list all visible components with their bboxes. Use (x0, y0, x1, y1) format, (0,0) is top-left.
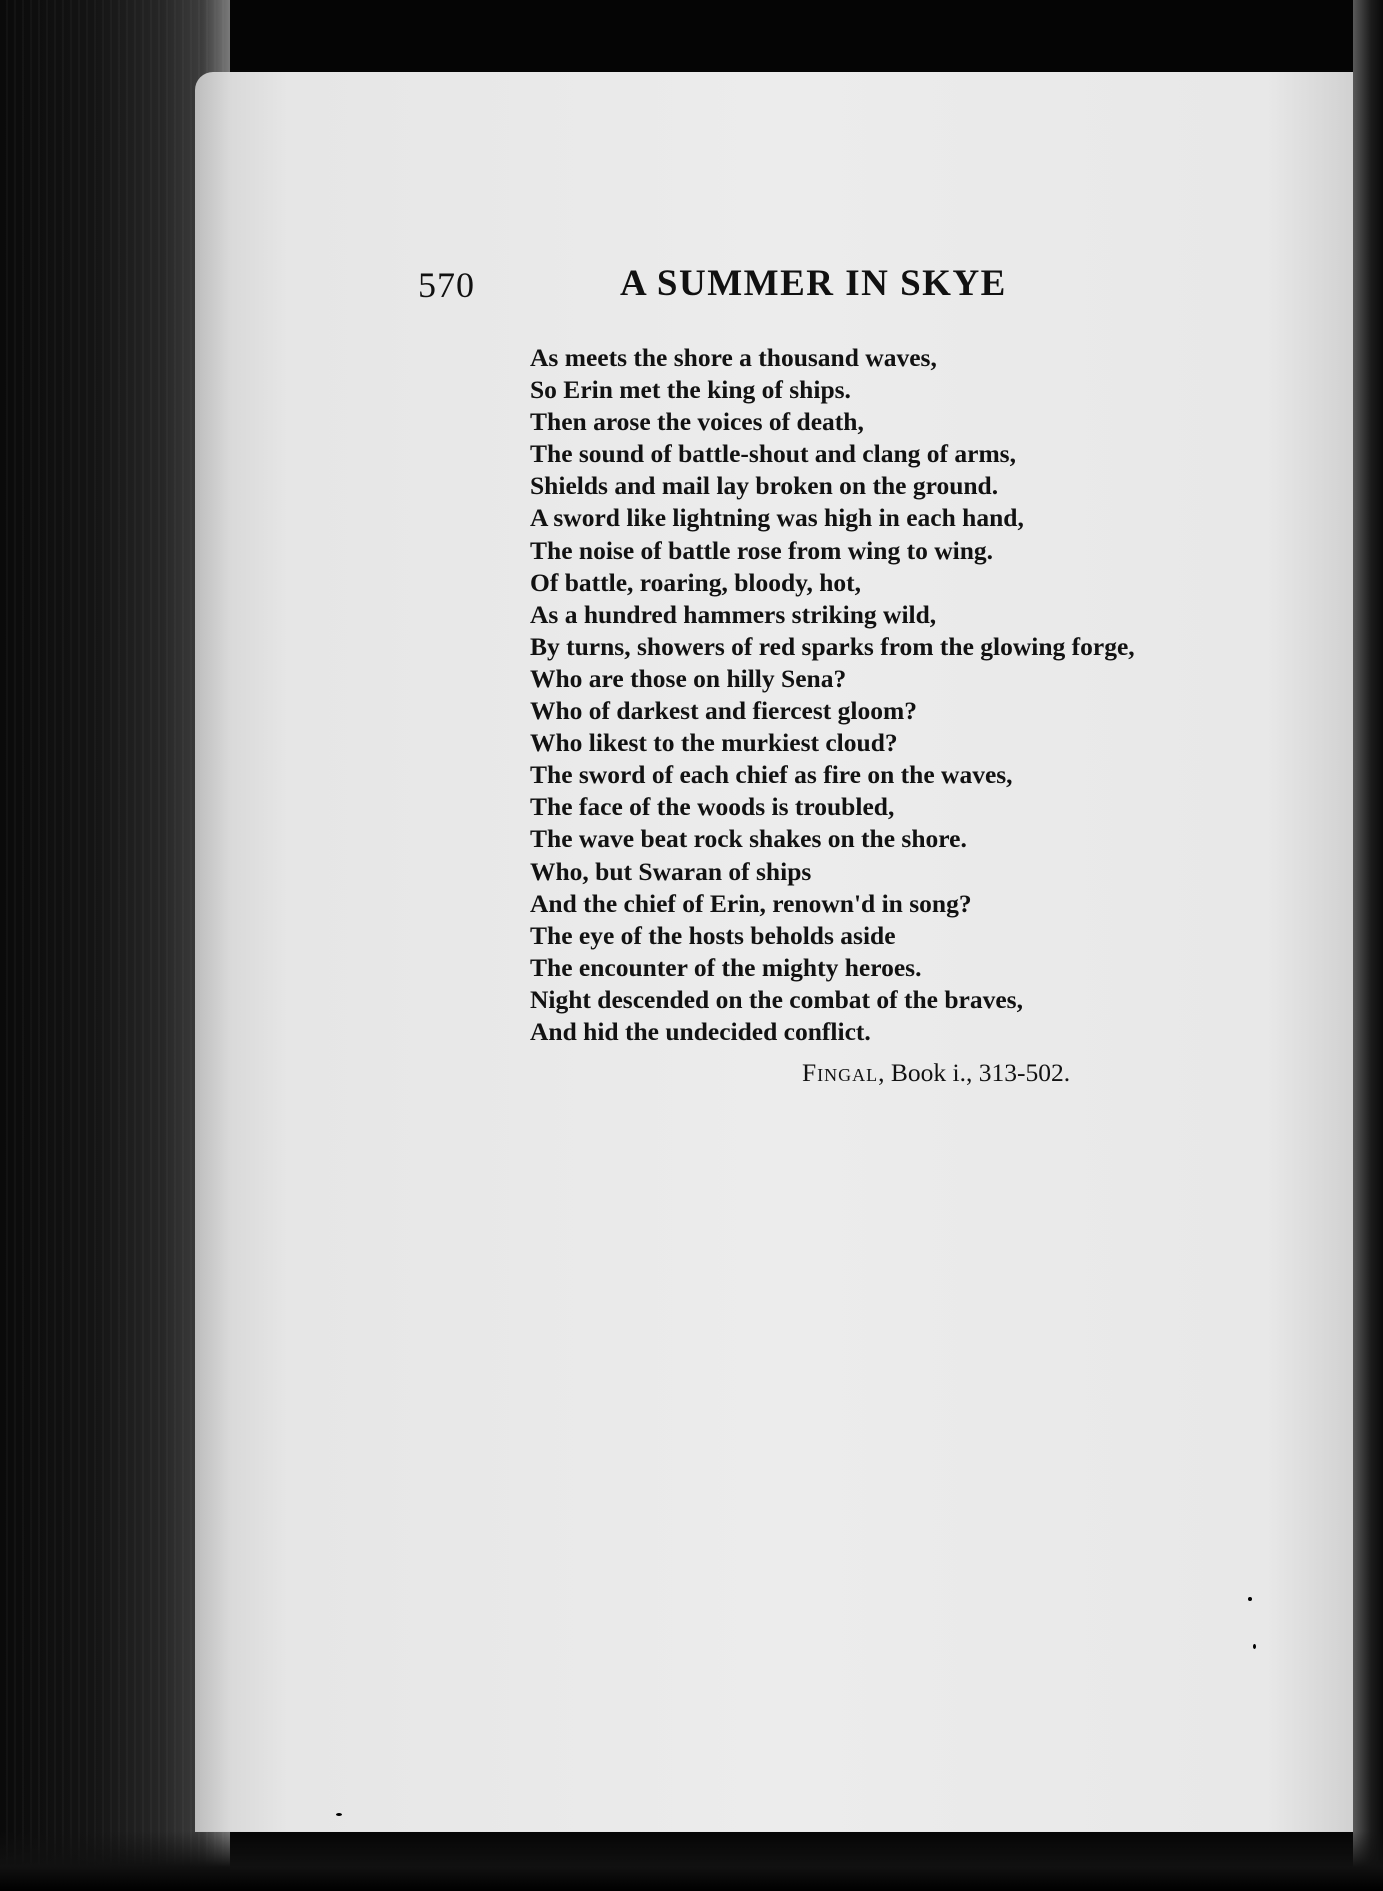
page-number: 570 (418, 265, 475, 305)
verse-line: By turns, showers of red sparks from the glowing forge, (530, 631, 1135, 661)
verse-line: Then arose the voices of death, (530, 407, 864, 437)
print-speck (1253, 1644, 1256, 1649)
poem-citation (802, 1058, 1070, 1088)
verse-line: Of battle, roaring, bloody, hot, (530, 567, 862, 597)
verse-line: As meets the shore a thousand waves, (530, 343, 937, 372)
print-speck (336, 1813, 342, 1816)
verse-line: Shields and mail lay broken on the ground. (530, 471, 999, 501)
verse-line: Who are those on hilly Sena? (530, 663, 847, 693)
verse-line: And the chief of Erin, renown'd in song? (530, 888, 972, 918)
verse-line: As a hundred hammers striking wild, (530, 599, 937, 629)
running-header (418, 262, 1018, 312)
verse-line: And hid the undecided conflict. (530, 1016, 871, 1046)
verse-line: Who likest to the murkiest cloud? (530, 728, 898, 758)
running-title: A SUMMER IN SKYE (620, 263, 1007, 304)
page-bottom-edge (0, 1831, 1383, 1891)
verse-line: Who, but Swaran of ships (530, 856, 812, 886)
verse-line: The wave beat rock shakes on the shore. (530, 824, 967, 854)
verse-line: The encounter of the mighty heroes. (530, 952, 922, 982)
print-speck (1248, 1597, 1252, 1601)
verse-line: The face of the woods is troubled, (530, 792, 895, 822)
citation-work: Fingal (802, 1058, 879, 1087)
verse-line: The sword of each chief as fire on the waves, (530, 760, 1013, 790)
verse-line: A sword like lightning was high in each hand, (530, 503, 1024, 533)
verse-line: The sound of battle-shout and clang of arms, (530, 439, 1016, 469)
page-right-edge (1353, 0, 1383, 1891)
verse-line: Who of darkest and fiercest gloom? (530, 696, 917, 726)
verse-line: Night descended on the combat of the braves, (530, 984, 1023, 1014)
citation-reference: , Book i., 313-502. (878, 1058, 1071, 1087)
poem-verse (530, 342, 1210, 1048)
verse-line: The eye of the hosts beholds aside (530, 920, 896, 950)
verse-line: The noise of battle rose from wing to wing. (530, 535, 993, 565)
verse-line: So Erin met the king of ships. (530, 375, 851, 405)
